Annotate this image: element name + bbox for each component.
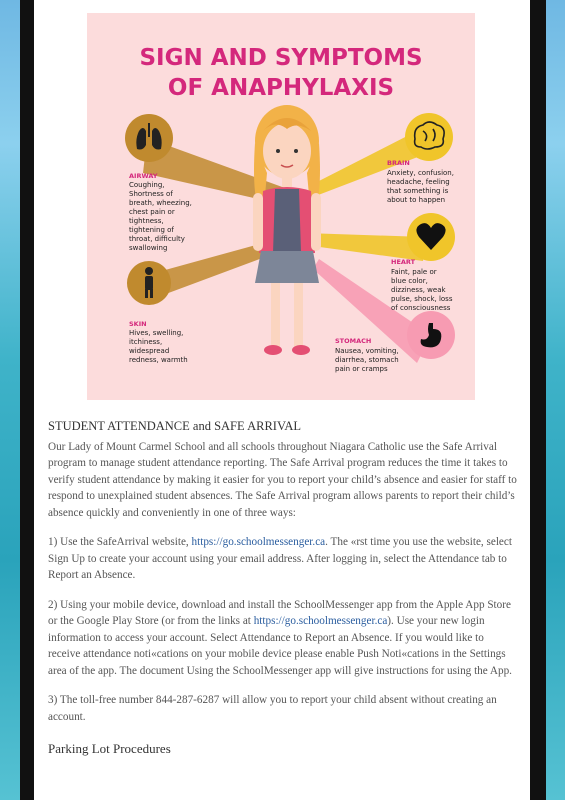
ocean-background-right bbox=[545, 0, 565, 800]
heart-line: pulse, shock, loss bbox=[391, 295, 453, 303]
heart-line: of consciousness bbox=[391, 304, 451, 312]
heart-heading: HEART bbox=[391, 258, 416, 266]
skin-line: Hives, swelling, bbox=[129, 329, 184, 337]
airway-line: swallowing bbox=[129, 244, 168, 252]
black-frame-left bbox=[20, 0, 34, 800]
brain-symptoms bbox=[387, 169, 454, 204]
poster-title-line2: OF ANAPHYLAXIS bbox=[167, 75, 395, 101]
option-1-paragraph bbox=[48, 534, 518, 584]
option-3-paragraph: 3) The toll-free number 844-287-6287 will allow you to report your child absent without creating an account. bbox=[48, 694, 497, 723]
brain-line: Anxiety, confusion, bbox=[387, 169, 454, 177]
airway-line: tightness, bbox=[129, 217, 164, 225]
heart-symptoms bbox=[391, 268, 453, 312]
skin-line: redness, warmth bbox=[129, 356, 188, 364]
option-2-text: 2) Using your mobile device, download and install the SchoolMessenger app from the Apple App Store or the Google Play Store (or from the links at bbox=[48, 598, 511, 627]
schoolmessenger-link-2[interactable]: https://go.schoolmessenger.ca bbox=[253, 615, 388, 627]
heart-line: Faint, pale or bbox=[391, 268, 437, 276]
attendance-heading: STUDENT ATTENDANCE and SAFE ARRIVAL bbox=[48, 419, 302, 433]
ocean-background-left bbox=[0, 0, 20, 800]
brain-line: about to happen bbox=[387, 196, 446, 204]
stomach-line: pain or cramps bbox=[335, 365, 388, 373]
option-2-paragraph bbox=[48, 597, 518, 680]
girl-illustration bbox=[253, 105, 321, 355]
airway-line: breath, wheezing, bbox=[129, 199, 192, 207]
heart-line: blue color, bbox=[391, 277, 428, 285]
airway-circle bbox=[125, 114, 173, 162]
brain-circle bbox=[405, 113, 453, 161]
airway-line: throat, difficulty bbox=[129, 235, 185, 243]
option-1-text-cont: . The «rst time you use the website, select Sign Up to create your account using your email address. After logging in, select the Attendance tab to Report an Absence. bbox=[48, 536, 512, 581]
intro-paragraph: Our Lady of Mount Carmel School and all schools throughout Niagara Catholic use the Safe Arrival program to manage student attendance reporting. The Safe Arrival program reduces the time it takes to verify student attendance by making it easier for you to report your child’s absence and easier for staff to respond to unexplained student absences. The Safe Arrival program allows parents to report their child’s absence quickly and conveniently in one of three ways: bbox=[48, 440, 517, 519]
poster-title-line1: SIGN AND SYMPTOMS bbox=[139, 45, 423, 71]
stomach-line: Nausea, vomiting, bbox=[335, 347, 399, 355]
stomach-heading: STOMACH bbox=[335, 337, 372, 345]
black-frame-right bbox=[530, 0, 546, 800]
brain-heading: BRAIN bbox=[387, 159, 410, 167]
airway-line: tightening of bbox=[129, 226, 174, 234]
airway-heading: AIRWAY bbox=[129, 172, 158, 180]
brain-line: that something is bbox=[387, 187, 449, 195]
option-1-text: 1) Use the SafeArrival website, bbox=[48, 536, 192, 548]
newsletter-card bbox=[34, 0, 530, 800]
stomach-line: diarrhea, stomach bbox=[335, 356, 399, 364]
skin-heading: SKIN bbox=[129, 320, 147, 328]
option-2-text-cont: ). Use your new login information to access your account. Select Attendance to Report an Absence. If you would like to receive attendance noti«cations on your mobile device please enable Push Noti«cations in the Settings area of the app. The document Using the SchoolMessenger app will give instructions for using the App. bbox=[48, 615, 512, 677]
brain-line: headache, feeling bbox=[387, 178, 450, 186]
skin-line: widespread bbox=[129, 347, 170, 355]
anaphylaxis-poster bbox=[87, 13, 475, 400]
airway-symptoms bbox=[129, 181, 192, 252]
stomach-symptoms bbox=[335, 347, 399, 373]
skin-symptoms bbox=[129, 329, 188, 364]
airway-line: Coughing, bbox=[129, 181, 165, 189]
airway-line: chest pain or bbox=[129, 208, 175, 216]
parking-heading: Parking Lot Procedures bbox=[48, 741, 171, 756]
schoolmessenger-link[interactable]: https://go.schoolmessenger.ca bbox=[191, 536, 326, 548]
article-body bbox=[48, 418, 518, 758]
skin-line: itchiness, bbox=[129, 338, 163, 346]
airway-line: Shortness of bbox=[129, 190, 173, 198]
heart-line: dizziness, weak bbox=[391, 286, 446, 294]
